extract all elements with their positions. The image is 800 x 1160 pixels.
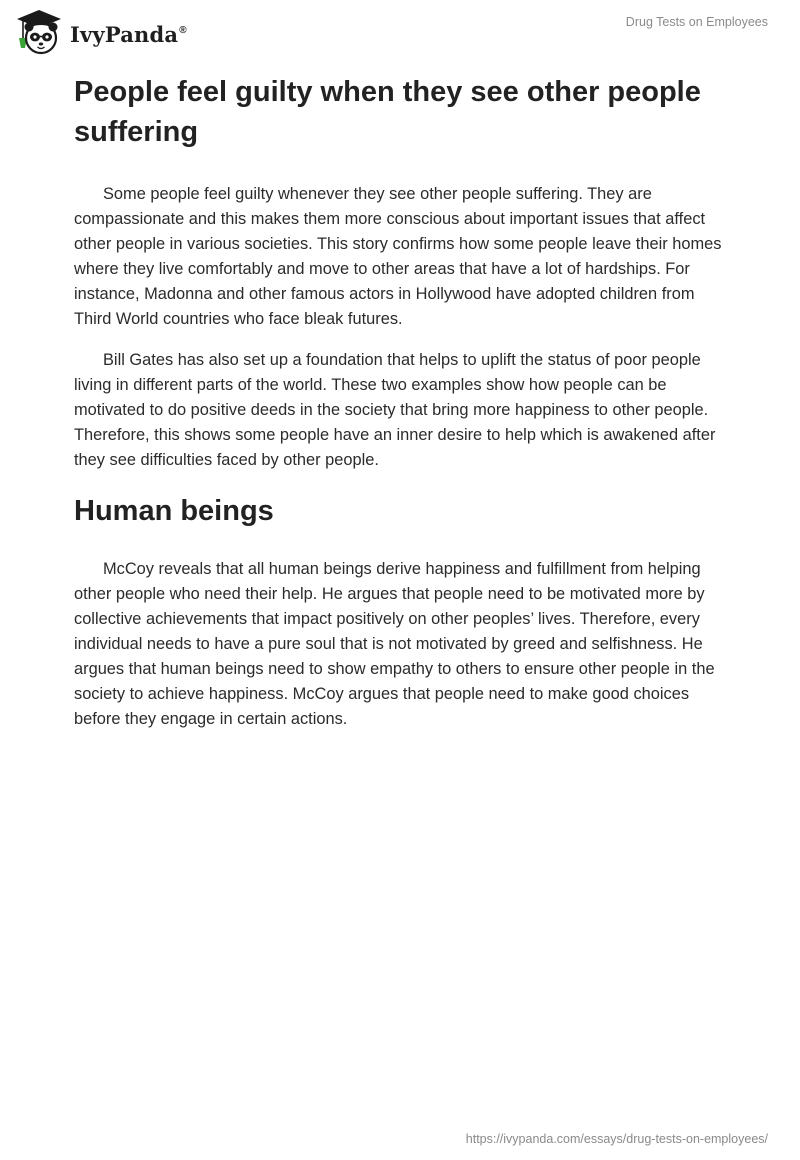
- essay-content: [74, 70, 734, 748]
- brand-name: IvyPanda®: [70, 21, 187, 47]
- section-heading: People feel guilty when they see other people suffering: [74, 76, 701, 148]
- document-title: Drug Tests on Employees: [625, 15, 768, 29]
- source-url[interactable]: https://ivypanda.com/essays/drug-tests-on-employees/: [465, 1132, 768, 1146]
- page-header: [0, 0, 800, 60]
- section-heading: Human beings: [74, 495, 274, 527]
- paragraph: Some people feel guilty whenever they see other people suffering. They are compassionate and this makes them more conscious about important issues that affect other people in various societies. This story confirms how some people leave their homes where they live comfortably and move to other areas that have a lot of hardships. For instance, Madonna and other famous actors in Hollywood have adopted children from Third World countries who face bleak futures.: [74, 185, 722, 328]
- panda-graduation-cap-icon: [14, 8, 64, 56]
- paragraph: McCoy reveals that all human beings derive happiness and fulfillment from helping other people who need their help. He argues that people need to be motivated more by collective achievements that impact positively on other peoples’ lives. Therefore, every individual needs to have a pure soul that is not motivated by greed and selfishness. He argues that human beings need to show empathy to others to ensure other people in the society to achieve happiness. McCoy argues that people need to make good choices before they engage in certain actions.: [74, 560, 715, 728]
- brand-logo[interactable]: [14, 8, 187, 56]
- registered-mark: ®: [179, 24, 187, 36]
- paragraph: Bill Gates has also set up a foundation that helps to uplift the status of poor people living in different parts of the world. These two examples show how people can be motivated to do positive deeds in the society that bring more happiness to other people. Therefore, this shows some people have an inner desire to help which is awakened after they see difficulties faced by other people.: [74, 351, 716, 469]
